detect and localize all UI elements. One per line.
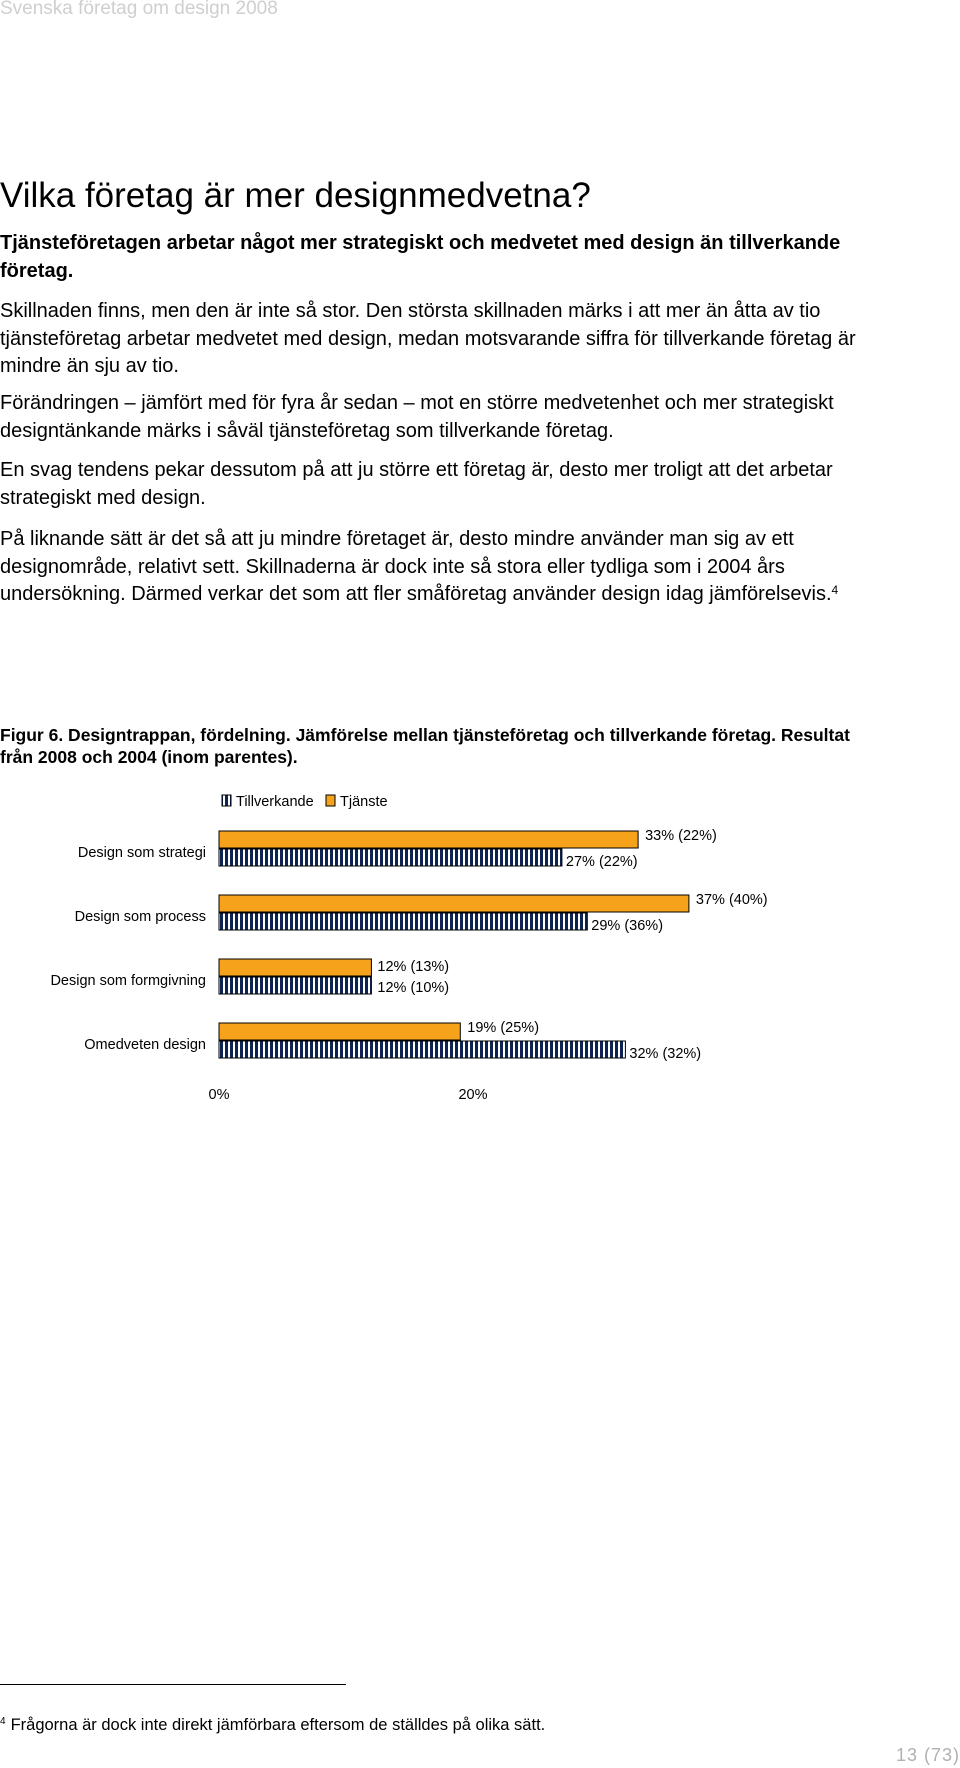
footnote-mark: 4: [0, 1716, 6, 1727]
bar-tillverkande: [219, 849, 562, 866]
data-label-tjanste: 33% (22%): [645, 828, 717, 844]
paragraph-4-text: På liknande sätt är det så att ju mindre företaget är, desto mindre använder man sig av ett designområde, relativt sett. Skillnaderna är dock inte så stora eller tydliga som i 2004 års undersökning. Därmed verkar det som att fler småföretag använder design idag jämförelsevis.: [0, 528, 832, 605]
bar-tjanste: [219, 1023, 460, 1040]
bar-tillverkande: [219, 913, 587, 930]
bar-tjanste: [219, 959, 371, 976]
bar-tjanste: [219, 831, 638, 848]
x-tick-label: 20%: [458, 1087, 488, 1103]
paragraph-4: [0, 526, 870, 609]
data-label-tillverkande: 12% (10%): [377, 980, 450, 996]
legend-label-tjanste: Tjänste: [340, 794, 388, 810]
data-label-tjanste: 37% (40%): [695, 892, 768, 908]
data-label-tillverkande: 27% (22%): [565, 854, 638, 870]
bar-tillverkande: [219, 1041, 625, 1058]
bar-tillverkande: [219, 977, 371, 994]
category-label: Design som formgivning: [50, 973, 206, 989]
chart-legend: [222, 794, 388, 810]
lead-paragraph: Tjänsteföretagen arbetar något mer strategiskt och medvetet med design än tillverkande företag.: [0, 232, 841, 282]
footnote-divider: [0, 1684, 346, 1685]
legend-label-tillverkande: Tillverkande: [236, 794, 314, 810]
data-label-tjanste: 19% (25%): [467, 1020, 540, 1036]
footnote-text: Frågorna är dock inte direkt jämförbara eftersom de ställdes på olika sätt.: [10, 1716, 546, 1734]
category-label: Design som process: [74, 909, 206, 925]
category-label: Omedveten design: [84, 1037, 206, 1053]
footnote: [0, 1716, 545, 1735]
category-label: Design som strategi: [77, 845, 206, 861]
data-label-tjanste: 12% (13%): [377, 959, 450, 975]
chart-bars: [50, 828, 767, 1062]
legend-swatch-tillverkande: [222, 795, 231, 806]
paragraph-1: Skillnaden finns, men den är inte så stor. Den största skillnaden märks i att mer än åtta av tio tjänsteföretag arbetar medvetet med design, medan motsvarande siffra för tillverkande företag är mindre än sju av tio.: [0, 300, 856, 377]
bar-tjanste: [219, 895, 689, 912]
footnote-reference: 4: [831, 583, 839, 597]
bar-chart: [0, 780, 960, 1120]
running-header: Svenska företag om design 2008: [0, 0, 278, 19]
paragraph-3: En svag tendens pekar dessutom på att ju större ett företag är, desto mer troligt att det arbetar strategiskt med design.: [0, 459, 833, 509]
figure-caption: Figur 6. Designtrappan, fördelning. Jämförelse mellan tjänsteföretag och tillverkande företag. Resultat från 2008 och 2004 (inom parentes).: [0, 725, 850, 767]
paragraph-2: Förändringen – jämfört med för fyra år sedan – mot en större medvetenhet och mer strategiskt designtänkande märks i såväl tjänsteföretag som tillverkande företag.: [0, 392, 834, 442]
page-number: 13 (73): [895, 1745, 960, 1765]
legend-swatch-tjanste: [326, 795, 335, 806]
section-title: Vilka företag är mer designmedvetna?: [0, 176, 591, 215]
data-label-tillverkande: 32% (32%): [629, 1046, 702, 1062]
x-tick-label: 0%: [208, 1087, 230, 1103]
chart-x-axis: [209, 1087, 488, 1103]
data-label-tillverkande: 29% (36%): [591, 918, 664, 934]
